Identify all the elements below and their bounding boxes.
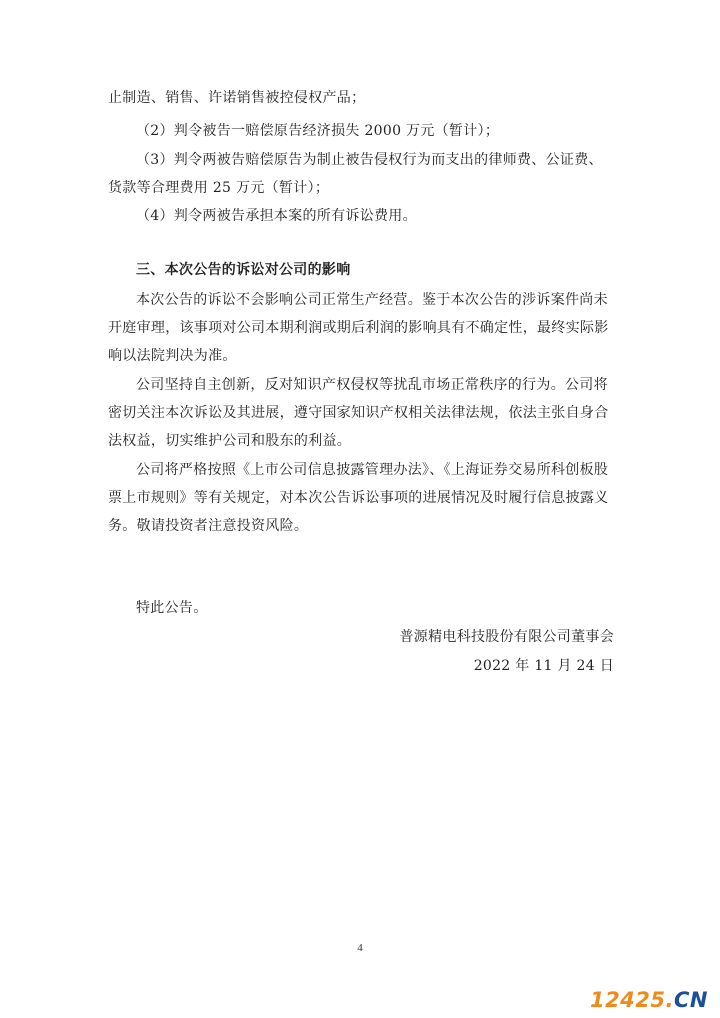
section-heading: 三、本次公告的诉讼对公司的影响 [136,262,351,278]
paragraph-line: 响以法院判决为准。 [108,348,237,364]
date: 2022 年 11 月 24 日 [473,658,614,674]
claim-item-4: （4）判令两被告承担本案的所有诉讼费用。 [136,208,417,224]
page-number: 4 [357,942,363,954]
claim-item-2: （2）判令被告一赔偿原告经济损失 2000 万元（暂计）； [136,123,500,139]
watermark-number: 12425 [589,988,666,1012]
paragraph-line: 公司坚持自主创新，反对知识产权侵权等扰乱市场正常秩序的行为。公司将 [136,377,608,393]
paragraph-line: 密切关注本次诉讼及其进展，遵守国家知识产权相关法律法规，依法主张自身合 [108,405,609,421]
watermark-suffix: CN [674,988,708,1012]
paragraph-line: 本次公告的诉讼不会影响公司正常生产经营。鉴于本次公告的涉诉案件尚未 [136,292,608,308]
watermark-logo [590,988,708,1012]
claim-item-3: （3）判令两被告赔偿原告为制止被告侵权行为而支出的律师费、公证费、 [136,152,603,168]
paragraph-line: 票上市规则》等有关规定，对本次公告诉讼事项的进展情况及时履行信息披露义 [108,490,609,506]
watermark-dot: . [665,988,674,1012]
paragraph-line: 务。敬请投资者注意投资风险。 [108,518,309,534]
paragraph-line: 货款等合理费用 25 万元（暂计）； [108,180,330,196]
closing-statement: 特此公告。 [136,600,208,616]
paragraph-line: 止制造、销售、许诺销售被控侵权产品； [108,90,366,106]
paragraph-line: 公司将严格按照《上市公司信息披露管理办法》、《上海证券交易所科创板股 [136,462,609,478]
paragraph-line: 法权益，切实维护公司和股东的利益。 [108,433,352,449]
signature: 普源精电科技股份有限公司董事会 [399,629,614,645]
paragraph-line: 开庭审理，该事项对公司本期利润或期后利润的影响具有不确定性，最终实际影 [108,320,609,336]
